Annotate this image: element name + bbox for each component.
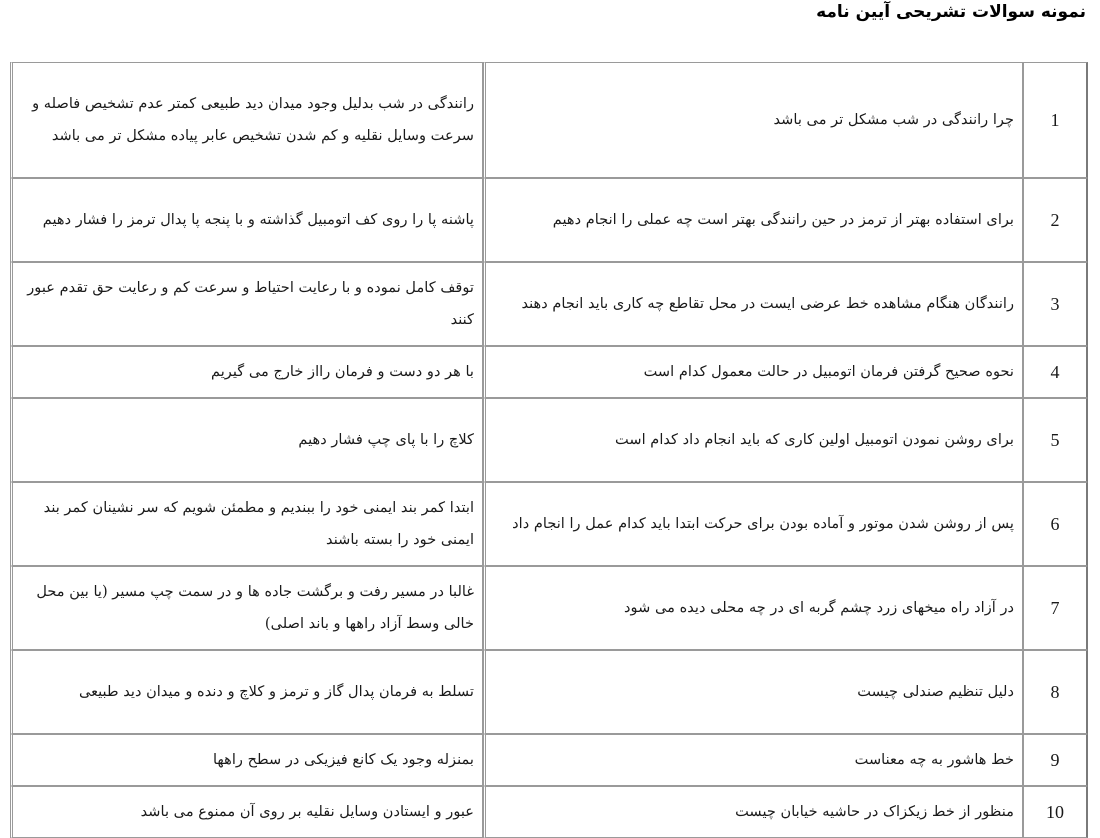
question-cell: نحوه صحیح گرفتن فرمان اتومبیل در حالت معمول کدام است [483, 346, 1023, 398]
answer-cell: عبور و ایستادن وسایل نقلیه بر روی آن ممنوع می باشد [10, 786, 483, 838]
table-row [10, 62, 1088, 178]
table-row [10, 786, 1088, 838]
table-row [10, 734, 1088, 786]
table-body [10, 62, 1088, 838]
row-number: 2 [1023, 178, 1088, 262]
row-number: 8 [1023, 650, 1088, 734]
table-row [10, 178, 1088, 262]
answer-cell: کلاچ را با پای چپ فشار دهیم [10, 398, 483, 482]
answer-cell: تسلط به فرمان پدال گاز و ترمز و کلاچ و دنده و میدان دید طبیعی [10, 650, 483, 734]
table-row [10, 262, 1088, 346]
question-cell: چرا رانندگی در شب مشکل تر می باشد [483, 62, 1023, 178]
answer-cell: توقف کامل نموده و با رعایت احتیاط و سرعت کم و رعایت حق تقدم عبور کنند [10, 262, 483, 346]
question-cell: برای روشن نمودن اتومبیل اولین کاری که باید انجام داد کدام است [483, 398, 1023, 482]
row-number: 5 [1023, 398, 1088, 482]
question-cell: دلیل تنظیم صندلی چیست [483, 650, 1023, 734]
table-row [10, 566, 1088, 650]
table-row [10, 398, 1088, 482]
row-number: 7 [1023, 566, 1088, 650]
answer-cell: با هر دو دست و فرمان رااز خارج می گیریم [10, 346, 483, 398]
page-title: نمونه سوالات تشریحی آیین نامه [816, 2, 1086, 22]
table-row [10, 650, 1088, 734]
question-cell: در آزاد راه میخهای زرد چشم گربه ای در چه محلی دیده می شود [483, 566, 1023, 650]
question-cell: رانندگان هنگام مشاهده خط عرضی ایست در محل تقاطع چه کاری باید انجام دهند [483, 262, 1023, 346]
questions-table [10, 62, 1088, 838]
question-cell: برای استفاده بهتر از ترمز در حین رانندگی بهتر است چه عملی را انجام دهیم [483, 178, 1023, 262]
answer-cell: پاشنه پا را روی کف اتومبیل گذاشته و با پنجه پا پدال ترمز را فشار دهیم [10, 178, 483, 262]
answer-cell: ابتدا کمر بند ایمنی خود را ببندیم و مطمئن شویم که سر نشینان کمر بند ایمنی خود را بسته باشند [10, 482, 483, 566]
row-number: 4 [1023, 346, 1088, 398]
table-row [10, 482, 1088, 566]
row-number: 10 [1023, 786, 1088, 838]
question-cell: پس از روشن شدن موتور و آماده بودن برای حرکت ابتدا باید کدام عمل را انجام داد [483, 482, 1023, 566]
row-number: 3 [1023, 262, 1088, 346]
answer-cell: غالبا در مسیر رفت و برگشت جاده ها و در سمت چپ مسیر (یا بین محل خالی وسط آزاد راهها و باند اصلی) [10, 566, 483, 650]
row-number: 9 [1023, 734, 1088, 786]
answer-cell: رانندگی در شب بدلیل وجود میدان دید طبیعی کمتر عدم تشخیص فاصله و سرعت وسایل نقلیه و کم شدن تشخیص عابر پیاده مشکل تر می باشد [10, 62, 483, 178]
row-number: 1 [1023, 62, 1088, 178]
row-number: 6 [1023, 482, 1088, 566]
table-row [10, 346, 1088, 398]
question-cell: خط هاشور به چه معناست [483, 734, 1023, 786]
answer-cell: بمنزله وجود یک کانع فیزیکی در سطح راهها [10, 734, 483, 786]
question-cell: منظور از خط زیکزاک در حاشیه خیابان چیست [483, 786, 1023, 838]
